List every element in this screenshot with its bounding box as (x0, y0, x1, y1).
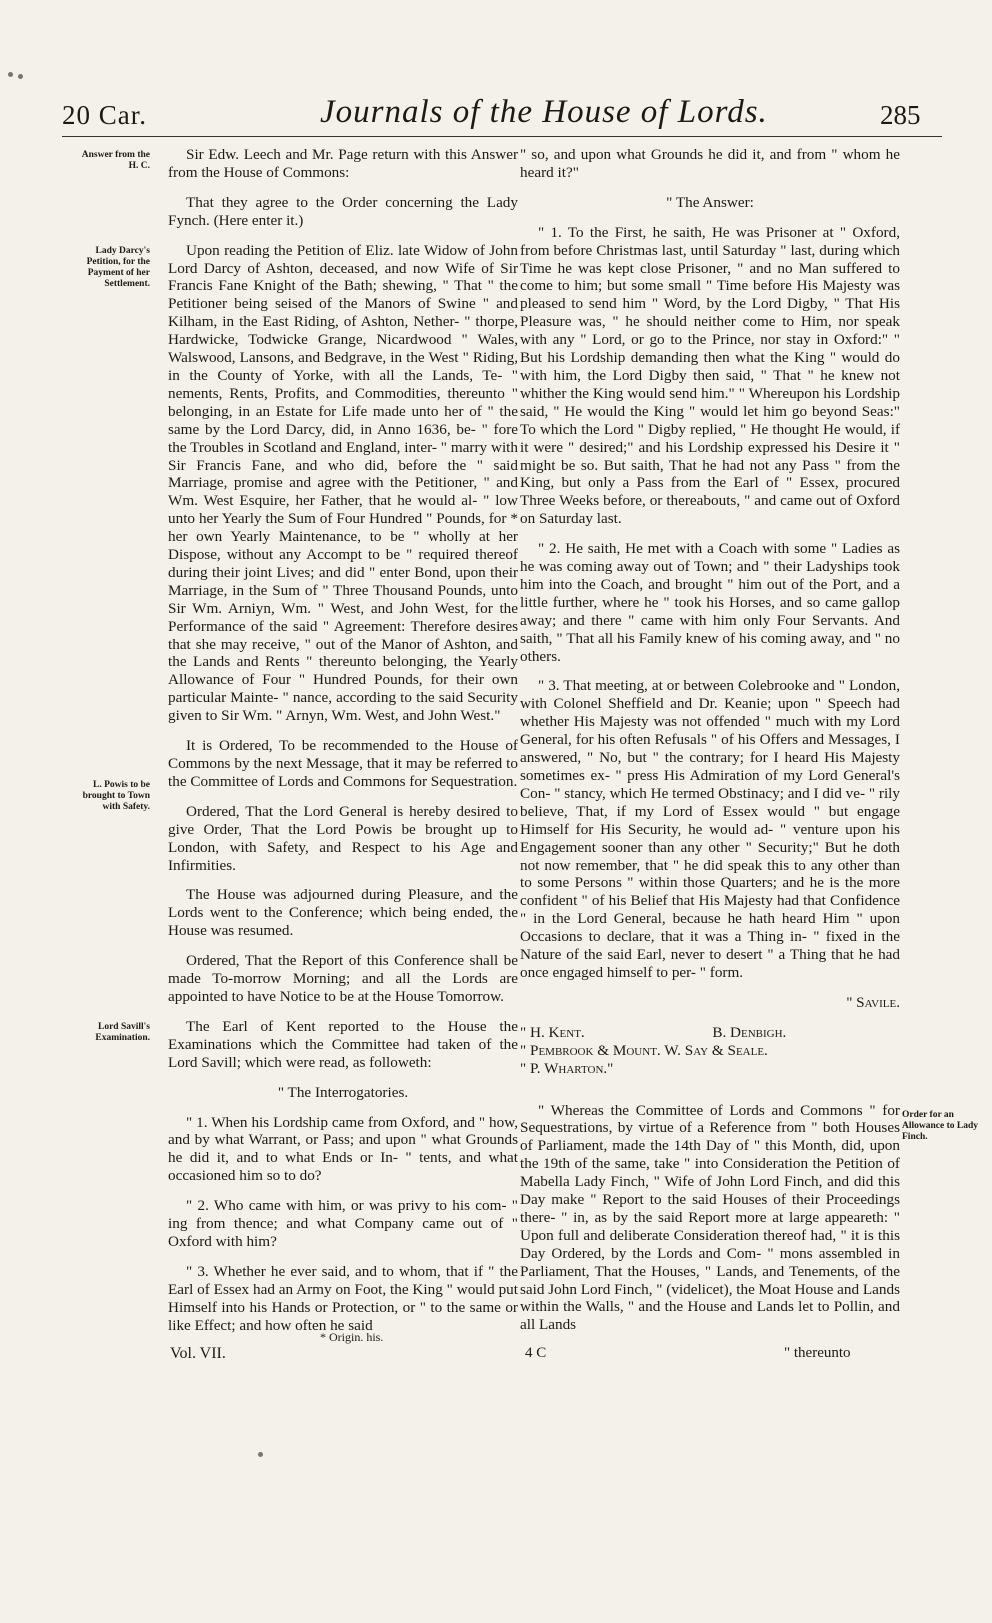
margin-note-powis: L. Powis to be brought to Town with Safety. (82, 780, 150, 812)
signature-mark: 4 C (525, 1345, 547, 1361)
paragraph: " 1. When his Lordship came from Oxford, and " how, and by what Warrant, or Pass; and upon " what Grounds he did it, and to what Ends or In- " tents, and what occasioned him so to do? (168, 1113, 518, 1185)
paragraph: The Earl of Kent reported to the House the Examinations which the Committee had taken of the Lord Savill; which were read, as followeth: (168, 1017, 518, 1071)
volume-label: Vol. VII. (170, 1345, 226, 1362)
catchword: " thereunto (784, 1345, 851, 1361)
paragraph: " Whereas the Committee of Lords and Commons " for Sequestrations, by virtue of a Reference from " both Houses of Parliament, made the 14th Day of " this Month, did, upon the 19th of the same, take " into Consideration the Petition of Mabella Lady Finch, " Wife of John Lord Finch, and did this Day make " Report to the said Houses of their Proceedings there- " in, as by the said Report more at large appeareth: " Upon full and deliberate Consideration thereof had, " it is this Day Ordered, by the Lords and Com- " mons assembled in Parliament, That the Houses, " Lands, and Tenements, of the said John Lord Finch, " (videlicet), the Moat House and Lands within the Walls, " and the House and Lands let to Pollin, and all Lands (520, 1101, 900, 1334)
left-column (168, 146, 518, 1346)
margin-note-finch: Order for an Allowance to Lady Finch. (902, 1110, 978, 1142)
signatures-row-3: " P. Wharton." (520, 1059, 614, 1077)
scan-speck (258, 1452, 263, 1457)
paragraph: That they agree to the Order concerning the Lady Fynch. (Here enter it.) (168, 193, 518, 229)
margin-note-answer: Answer from the H. C. (81, 150, 150, 171)
margin-note-savill: Lord Savill's Examination. (95, 1022, 150, 1043)
footnote: * Origin. his. (320, 1330, 384, 1344)
paragraph: Upon reading the Petition of Eliz. late Widow of John Lord Darcy of Ashton, deceased, and now Wife of Sir Francis Fane Knight of the Bath; shewing, " That " the Petitioner being seised of the Manors of Swine " and Kilham, in the East Riding, of Ashton, Nether- " thorpe, Hardwicke, Todwicke Grange, Nicardwood " Wales, Walswood, Lansons, and Bedgrave, in the West " Riding, in the County of Yorke, with all the Lands, Te- " nements, Rents, Profits, and Commodities, thereunto " belonging, in an Estate for Life made unto her of " the same by the Lord Darcy, did, in Anno 1636, be- " fore the Troubles in Scotland and England, inter- " marry with Sir Francis Fane, and who did, before the " said Marriage, promise and agree with the Petitioner, " and Wm. West Esquire, her Father, that he would al- " low unto her Yearly the Sum of Four Hundred " Pounds, for * her own Yearly Maintenance, to be " wholly at her Dispose, without any Accompt to be " required thereof during their joint Lives; and did " enter Bond, upon their Marriage, in the Sum of " Three Thousand Pounds, unto Sir Wm. Arniyn, Wm. " West, and John West, for the Performance of the said " Agreement: Therefore desires that she may receive, " out of the Manor of Ashton, and the Lands and Rents " thereunto belonging, the Yearly Allowance of Four " Hundred Pounds, for their own particular Mainte- " nance, according to the said Security given to Sir Wm. " Arnyn, Wm. West, and John West." (168, 241, 518, 725)
header-title: Journals of the House of Lords. (320, 94, 768, 130)
paragraph: " 3. Whether he ever said, and to whom, that if " the Earl of Essex had an Army on Foot, the King " would put Himself into his Hands or Protection, or " to the same or like Effect; and how often he said (168, 1262, 518, 1334)
paragraph: " 1. To the First, he saith, He was Prisoner at " Oxford, from before Christmas last, until Saturday " last, during which Time he was kept close Prisoner, " and no Man suffered to come to him; but some small " Time before His Majesty was pleased to send him " Word, by the Lord Digby, " That His Pleasure was, " he should neither come to Him, nor speak with any " Lord, or go to the Prince, nor stay in Oxford:" " But his Lordship demanding then what the King " would do with him, the Lord Digby then said, " That " he knew not whither the King would send him." " Whereupon his Lordship said, " He would the King " would let him go beyond Seas:" To which the Lord " Digby replied, " He thought He would, if it were " desired;" and his Lordship expressed his Desire it " might be so. But saith, That he had not any Pass " from the King, but only a Pass from the Earl of " Essex, procured Three Weeks before, or thereabouts, " and came out of Oxford on Saturday last. (520, 223, 900, 528)
signature-denbigh: B. Denbigh. (712, 1023, 787, 1041)
paragraph: Ordered, That the Lord General is hereby desired to give Order, That the Lord Powis be brought up to London, with Safety, and Respect to his Age and Infirmities. (168, 802, 518, 874)
scan-speck (8, 72, 13, 77)
signature-savile: " Savile. (846, 993, 900, 1011)
paragraph: It is Ordered, To be recommended to the House of Commons by the next Message, that it may be referred to the Committee of Lords and Commons for Sequestration. (168, 737, 518, 790)
scan-speck (18, 74, 23, 79)
paragraph: Ordered, That the Report of this Conference shall be made To-morrow Morning; and all the Lords are appointed to have Notice to be at the House Tomorrow. (168, 952, 518, 1005)
header-regnal-year: 20 Car. (62, 100, 147, 130)
paragraph: " so, and upon what Grounds he did it, and from " whom he heard it?" (520, 146, 900, 181)
paragraph: " 2. Who came with him, or was privy to his com- " ing from thence; and what Company came out of " Oxford with him? (168, 1197, 518, 1250)
section-heading: " The Answer: (666, 193, 754, 211)
right-column (520, 146, 900, 1346)
paragraph: Sir Edw. Leech and Mr. Page return with this Answer from the House of Commons: (168, 146, 518, 181)
header-rule (62, 136, 942, 137)
margin-note-darcy: Lady Darcy's Petition, for the Payment of her Settlement. (86, 246, 150, 289)
paragraph: " 3. That meeting, at or between Colebrooke and " London, with Colonel Sheffield and Dr. Keanie; upon " Speech had whether His Majesty was not offended " much with my Lord General, for his often Refusals " of his Offers and Messages, I answered, " No, but " the contrary; for I heard His Majesty sometimes ex- " press His Admiration of my Lord General's Con- " stancy, which He termed Obstinacy; and I did ve- " rily believe, That, if my Lord of Essex would " but engage Himself for His Security, he would ad- " venture upon his Engagement sooner than any other " Security;" But he doth not now remember, that " he did speak this to any other than to some Persons " within those Quarters; and he is the more confident " of his Belief that His Majesty had that Confidence " in the Lord General, because he hath heard Him " upon Occasions to declare, that it was a Thing in- " fixed in the Nature of the said Earl, never to desert " a Thing that he had once engaged himself to per- " form. (520, 677, 900, 981)
signatures-row-2: " Pembrook & Mount. W. Say & Seale. (520, 1041, 768, 1059)
page-number: 285 (880, 100, 921, 130)
paragraph: " 2. He saith, He met with a Coach with some " Ladies as he was coming away out of Town; and " their Ladyships took him into the Coach, and brought " him out of the Port, and a little further, where he " took his Horses, and so came gallop away; and there " came with him only Four Servants. And saith, " That all his Family knew of his coming away, and " no others. (520, 540, 900, 665)
signature-kent: " H. Kent. (520, 1023, 585, 1041)
signatures-row-1 (520, 1024, 900, 1042)
paragraph: The House was adjourned during Pleasure, and the Lords went to the Conference; which being ended, the House was resumed. (168, 886, 518, 940)
section-heading: " The Interrogatories. (277, 1083, 409, 1101)
